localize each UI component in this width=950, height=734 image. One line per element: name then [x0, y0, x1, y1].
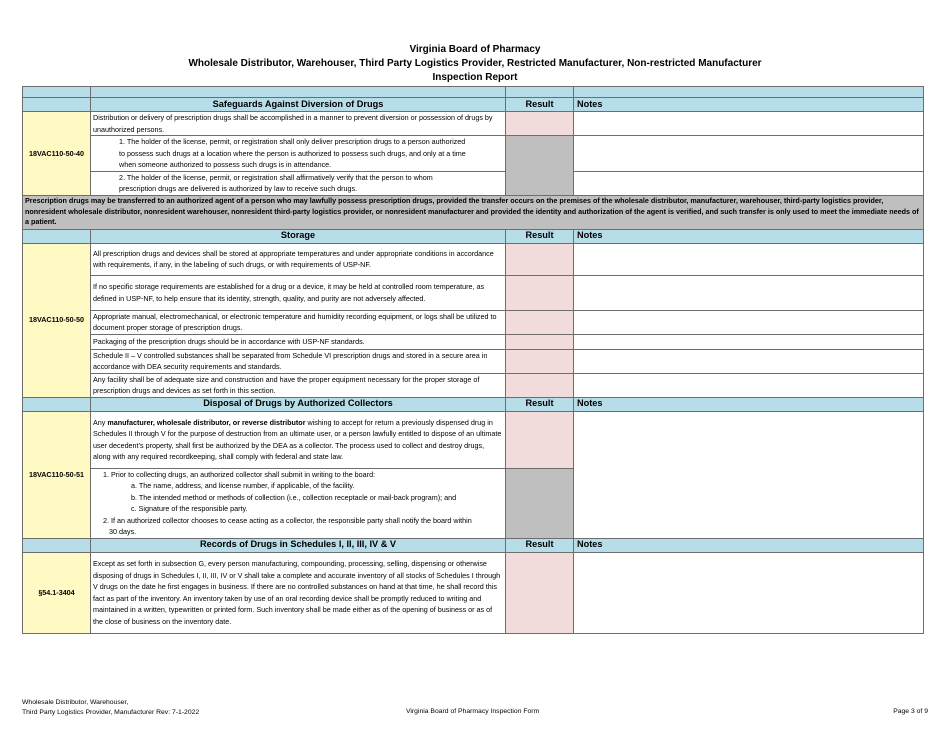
- notes-header: Notes: [574, 538, 924, 552]
- section-title: Records of Drugs in Schedules I, II, III, IV & V: [91, 538, 506, 552]
- result-cell[interactable]: [506, 275, 574, 310]
- section-header-storage: [23, 229, 924, 243]
- footer-page-number: Page 3 of 9: [893, 708, 928, 715]
- report-type: Inspection Report: [432, 72, 518, 83]
- table-row: [23, 411, 924, 468]
- section-title: Safeguards Against Diversion of Drugs: [91, 98, 506, 112]
- notes-cell[interactable]: [574, 349, 924, 373]
- result-cell[interactable]: [506, 334, 574, 349]
- table-row: [23, 195, 924, 229]
- notes-cell[interactable]: [574, 243, 924, 275]
- regulation-code: §54.1-3404: [23, 552, 91, 633]
- report-subtitle: Wholesale Distributor, Warehouser, Third Party Logistics Provider, Restricted Manufacturer, Non-restricted Manufacturer: [188, 58, 762, 69]
- notes-cell[interactable]: [574, 171, 924, 195]
- notes-cell[interactable]: [574, 334, 924, 349]
- table-row: [23, 112, 924, 136]
- table-row: [23, 334, 924, 349]
- result-cell[interactable]: [506, 468, 574, 538]
- notes-cell[interactable]: [574, 275, 924, 310]
- result-header: Result: [506, 397, 574, 411]
- result-cell[interactable]: [506, 243, 574, 275]
- footer-center: Virginia Board of Pharmacy Inspection Form: [406, 708, 540, 715]
- table-row: [23, 243, 924, 275]
- notes-cell[interactable]: [574, 411, 924, 538]
- result-cell[interactable]: [506, 552, 574, 633]
- requirement-text: Packaging of the prescription drugs should be in accordance with USP-NF standards.: [91, 334, 506, 349]
- section-header-records: [23, 538, 924, 552]
- result-header: Result: [506, 98, 574, 112]
- table-row: [23, 171, 924, 195]
- blank-header-row: [23, 87, 924, 98]
- requirement-text: All prescription drugs and devices shall be stored at appropriate temperatures and under appropriate conditions in accordance with requirements, if any, in the labeling of such drugs, or with requirements of USP-NF.: [91, 243, 506, 275]
- result-cell[interactable]: [506, 136, 574, 196]
- requirement-text: Except as set forth in subsection G, every person manufacturing, compounding, processing, selling, dispensing or otherwise disposing of drugs in Schedules I, II, III, IV or V shall take a complete and accurate inventory of all stocks of Schedules I through V drugs on the date he first engages in business. If there are no controlled substances on hand at that time, he shall record this fact as part of the inventory. An inventory taken by use of an oral recording device shall be promptly reduced to writing and maintained in a written, typewritten or printed form. Such inventory shall be made either as of the opening of business or as of the close of business on the inventory date.: [91, 552, 506, 633]
- requirement-text: Any manufacturer, wholesale distributor, or reverse distributor wishing to accept for return a previously dispensed drug in Schedules II through V for the purpose of destruction from an ultimate user, or a person lawfully entitled to dispose of an ultimate user decedent’s property, shall first be authorized by the DEA as a collector. The process used to collect and destroy drugs, along with any required recordkeeping, shall comply with federal and state law.: [91, 411, 506, 468]
- inspection-table: [22, 86, 924, 634]
- result-cell[interactable]: [506, 310, 574, 334]
- result-cell[interactable]: [506, 373, 574, 397]
- requirement-text: Schedule II – V controlled substances shall be separated from Schedule VI prescription drugs and stored in a secure area in accordance with DEA security requirements and standards.: [91, 349, 506, 373]
- result-cell[interactable]: [506, 411, 574, 468]
- table-row: [23, 373, 924, 397]
- result-header: Result: [506, 538, 574, 552]
- regulation-code: 18VAC110-50-51: [23, 411, 91, 538]
- requirement-text: 1. Prior to collecting drugs, an authorized collector shall submit in writing to the board: a. The name, address, and license number, if applicable, of the facility. b. The intended method or methods of collection (i.e., collection receptacle or mail-back program); and c. Signature of the responsible party. 2. If an authorized collector chooses to cease acting as a collector, the responsible party shall notify the board within 30 days.: [91, 468, 506, 538]
- table-row: [23, 310, 924, 334]
- regulation-code: 18VAC110-50-50: [23, 243, 91, 397]
- requirement-text: If no specific storage requirements are established for a drug or a device, it may be held at controlled room temperature, as defined in USP-NF, to help ensure that its identity, strength, quality, and purity are not adversely affected.: [91, 275, 506, 310]
- section-header-safeguards: [23, 98, 924, 112]
- notes-cell[interactable]: [574, 136, 924, 172]
- notes-cell[interactable]: [574, 373, 924, 397]
- notes-cell[interactable]: [574, 310, 924, 334]
- section-header-disposal: [23, 397, 924, 411]
- requirement-text: 2. The holder of the license, permit, or registration shall affirmatively verify that the person to whom prescription drugs are delivered is authorized by law to receive such drugs.: [91, 171, 506, 195]
- table-row: [23, 136, 924, 172]
- notes-header: Notes: [574, 229, 924, 243]
- requirement-text: 1. The holder of the license, permit, or registration shall only deliver prescription drugs to a person authorized to possess such drugs at a location where the person is authorized to possess such drugs, and only at a time when someone authorized to possess such drugs is in attendance.: [91, 136, 506, 172]
- notes-header: Notes: [574, 397, 924, 411]
- notes-cell[interactable]: [574, 552, 924, 633]
- result-cell[interactable]: [506, 349, 574, 373]
- report-title: Virginia Board of Pharmacy: [409, 44, 541, 55]
- table-row: [23, 552, 924, 633]
- table-row: [23, 349, 924, 373]
- table-row: [23, 275, 924, 310]
- notes-cell[interactable]: [574, 112, 924, 136]
- footer-left: Wholesale Distributor, Warehouser, Third Party Logistics Provider, Manufacturer Rev: 7-1-2022: [22, 699, 200, 716]
- notes-header: Notes: [574, 98, 924, 112]
- requirement-text: Distribution or delivery of prescription drugs shall be accomplished in a manner to prevent diversion or possession of drugs by unauthorized persons.: [91, 112, 506, 136]
- section-title: Disposal of Drugs by Authorized Collectors: [91, 397, 506, 411]
- result-header: Result: [506, 229, 574, 243]
- requirement-text-bold: Prescription drugs may be transferred to an authorized agent of a person who may lawfully possess prescription drugs, provided the transfer occurs on the premises of the wholesale distributor, manufacturer, warehouser, third-party logistics provider, nonresident wholesale distributor, nonresident warehouser, nonresident third-party logistics provider, or nonresident manufacturer and provided the identity and authorization of the agent is verified, and such transfer is only used to meet the immediate needs of a patient.: [23, 195, 924, 229]
- result-cell[interactable]: [506, 112, 574, 136]
- section-title: Storage: [91, 229, 506, 243]
- requirement-text: Any facility shall be of adequate size and construction and have the proper equipment necessary for the proper storage of prescription drugs and devices as set forth in this section.: [91, 373, 506, 397]
- requirement-text: Appropriate manual, electromechanical, or electronic temperature and humidity recording equipment, or logs shall be utilized to document proper storage of prescription drugs.: [91, 310, 506, 334]
- regulation-code: 18VAC110-50-40: [23, 112, 91, 196]
